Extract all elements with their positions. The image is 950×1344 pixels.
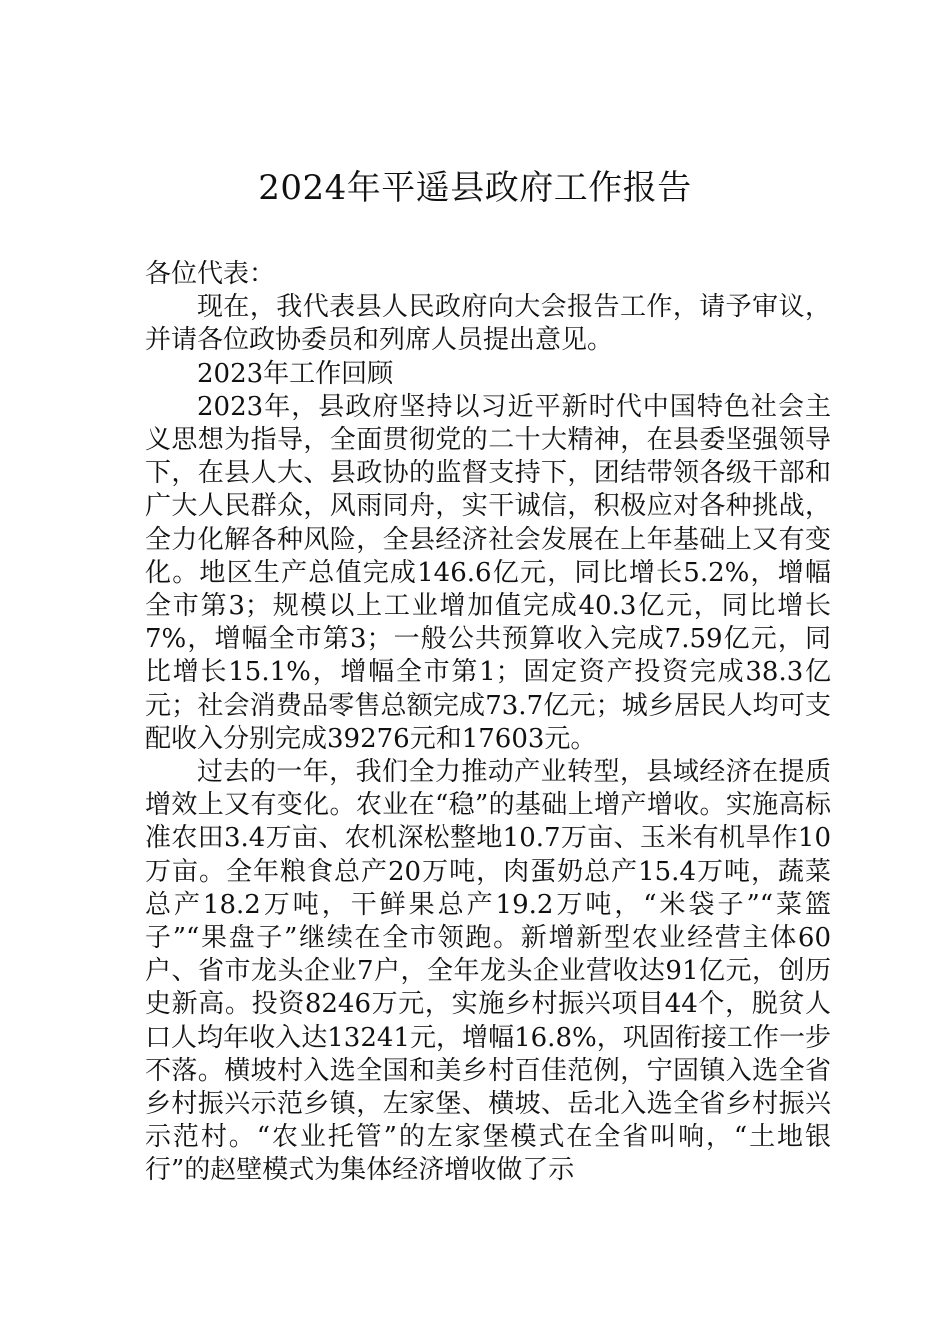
economy-paragraph: 过去的一年，我们全力推动产业转型，县域经济在提质增效上又有变化。农业在“稳”的基础上增产增收。实施高标准农田3.4万亩、农机深松整地10.7万亩、玉米有机旱作10万亩。全年粮食总产20万吨，肉蛋奶总产15.4万吨，蔬菜总产18.2万吨，干鲜果总产19.2万吨，“米袋子”“菜篮子”“果盘子”继续在全市领跑。新增新型农业经营主体60户、省市龙头企业7户，全年龙头企业营收达91亿元，创历史新高。投资8246万元，实施乡村振兴项目44个，脱贫人口人均年收入达13241元，增幅16.8%，巩固衔接工作一步不落。横坡村入选全国和美乡村百佳范例，宁固镇入选全省乡村振兴示范乡镇，左家堡、横坡、岳北入选全省乡村振兴示范村。“农业托管”的左家堡模式在全省叫响，“土地银行”的赵壁模式为集体经济增收做了示 bbox=[145, 757, 831, 1186]
salutation: 各位代表： bbox=[145, 259, 276, 289]
opening-paragraph: 现在，我代表县人民政府向大会报告工作，请予审议，并请各位政协委员和列席人员提出意见。 bbox=[145, 292, 831, 356]
document-body bbox=[145, 258, 831, 1188]
section-heading: 2023年工作回顾 bbox=[197, 358, 394, 389]
document-title: 2024年平遥县政府工作报告 bbox=[258, 168, 692, 208]
review-paragraph: 2023年，县政府坚持以习近平新时代中国特色社会主义思想为指导，全面贯彻党的二十大精神，在县委坚强领导下，在县人大、县政协的监督支持下，团结带领各级干部和广大人民群众，风雨同舟，实干诚信，积极应对各种挑战，全力化解各种风险，全县经济社会发展在上年基础上又有变化。地区生产总值完成146.6亿元，同比增长5.2%，增幅全市第3；规模以上工业增加值完成40.3亿元，同比增长7%，增幅全市第3；一般公共预算收入完成7.59亿元，同比增长15.1%，增幅全市第1；固定资产投资完成38.3亿元；社会消费品零售总额完成73.7亿元；城乡居民人均可支配收入分别完成39276元和17603元。 bbox=[145, 391, 831, 754]
